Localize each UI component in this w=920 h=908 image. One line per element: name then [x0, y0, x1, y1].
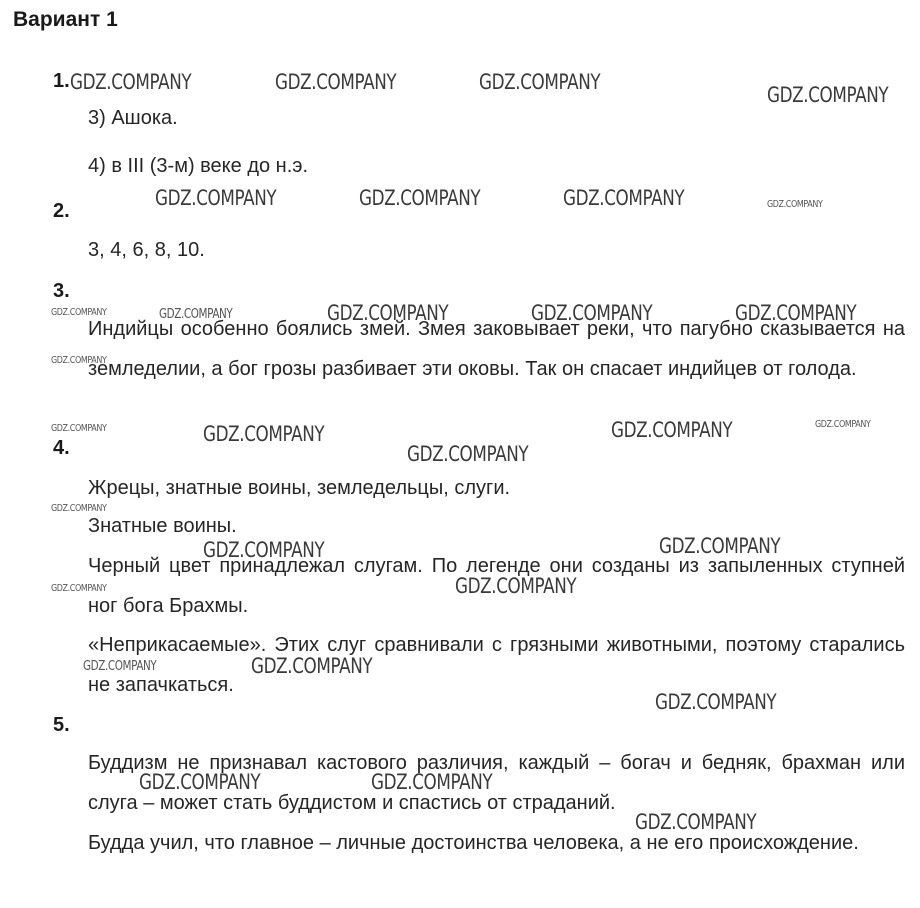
watermark: GDZ.COMPANY: [407, 442, 529, 466]
section-3-number: 3.: [53, 280, 70, 302]
watermark: GDZ.COMPANY: [767, 83, 889, 107]
section-4-number: 4.: [53, 437, 70, 459]
watermark: GDZ.COMPANY: [455, 574, 577, 598]
watermark: GDZ.COMPANY: [563, 186, 685, 210]
watermark: GDZ.COMPANY: [203, 422, 325, 446]
section-5-paragraph-2: Будда учил, что главное – личные достоинства человека, а не его происхождение.: [88, 832, 859, 854]
watermark: GDZ.COMPANY: [51, 423, 107, 434]
watermark: GDZ.COMPANY: [275, 70, 397, 94]
section-2-line-1: 3, 4, 6, 8, 10.: [88, 239, 205, 261]
watermark: GDZ.COMPANY: [83, 659, 157, 674]
watermark: GDZ.COMPANY: [51, 583, 107, 594]
watermark: GDZ.COMPANY: [51, 503, 107, 514]
watermark: GDZ.COMPANY: [51, 307, 107, 318]
watermark: GDZ.COMPANY: [735, 301, 857, 325]
watermark: GDZ.COMPANY: [70, 70, 192, 94]
page-title: Вариант 1: [13, 8, 118, 31]
watermark: GDZ.COMPANY: [359, 186, 481, 210]
watermark: GDZ.COMPANY: [531, 301, 653, 325]
watermark: GDZ.COMPANY: [159, 307, 233, 322]
section-5-number: 5.: [53, 714, 70, 736]
watermark: GDZ.COMPANY: [815, 419, 871, 430]
watermark: GDZ.COMPANY: [203, 538, 325, 562]
watermark: GDZ.COMPANY: [611, 418, 733, 442]
watermark: GDZ.COMPANY: [251, 654, 373, 678]
watermark: GDZ.COMPANY: [659, 534, 781, 558]
section-5-paragraph-1: Буддизм не признавал кастового различия, каждый – богач и бедняк, брахман или слуга – может стать буддистом и спастись от страданий.: [88, 752, 905, 814]
watermark: GDZ.COMPANY: [767, 199, 823, 210]
watermark: GDZ.COMPANY: [371, 770, 493, 794]
watermark: GDZ.COMPANY: [655, 690, 777, 714]
section-1-line-2: 4) в III (3-м) веке до н.э.: [88, 155, 309, 177]
section-1-number: 1.: [53, 70, 70, 92]
section-4-paragraph-1: Черный цвет принадлежал слугам. По легенде они созданы из запыленных ступней ног бога Брахмы.: [88, 555, 905, 617]
watermark: GDZ.COMPANY: [635, 810, 757, 834]
watermark: GDZ.COMPANY: [155, 186, 277, 210]
watermark: GDZ.COMPANY: [51, 355, 107, 366]
section-2-number: 2.: [53, 200, 70, 222]
section-4-line-2: Знатные воины.: [88, 515, 237, 537]
section-4-line-1: Жрецы, знатные воины, земледельцы, слуги.: [88, 477, 511, 499]
section-3-paragraph: Индийцы особенно боялись змей. Змея заковывает реки, что пагубно сказывается на земледелии, а бог грозы разбивает эти оковы. Так он спасает индийцев от голода.: [88, 318, 905, 380]
watermark: GDZ.COMPANY: [139, 770, 261, 794]
watermark: GDZ.COMPANY: [327, 301, 449, 325]
section-4-paragraph-2: «Неприкасаемые». Этих слуг сравнивали с грязными животными, поэтому старались не запачкаться.: [88, 634, 905, 696]
watermark: GDZ.COMPANY: [479, 70, 601, 94]
section-1-line-1: 3) Ашока.: [88, 107, 178, 129]
